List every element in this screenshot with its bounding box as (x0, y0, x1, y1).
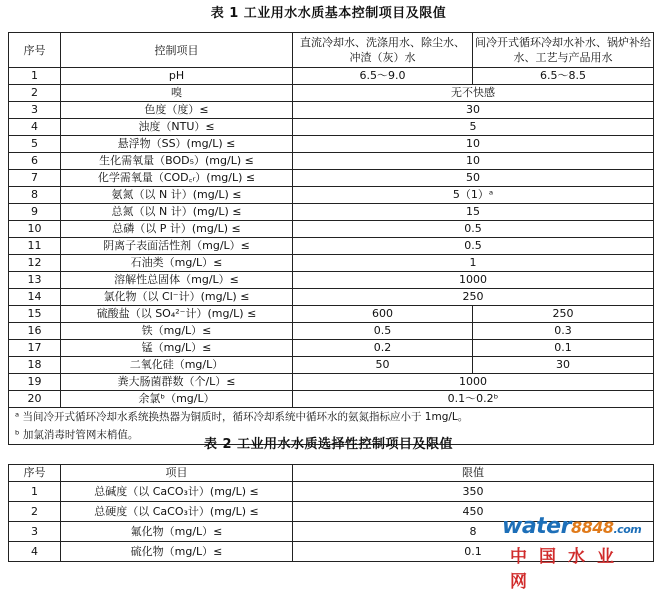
row-value: 0.5 (293, 221, 654, 238)
row-value: 10 (293, 136, 654, 153)
table-row (9, 323, 654, 340)
table2-header-row (9, 465, 654, 482)
row-item: 总碱度（以 CaCO₃计）(mg/L) ≤ (61, 482, 293, 502)
table-row (9, 255, 654, 272)
row-value: 0.1 (293, 542, 654, 562)
table1-title: 表 1 工业用水水质基本控制项目及限值 (210, 6, 447, 21)
row-value: 15 (293, 204, 654, 221)
row-number: 20 (9, 391, 61, 408)
row-number: 2 (9, 502, 61, 522)
row-value-col1: 6.5～9.0 (293, 68, 473, 85)
row-item: 生化需氧量（BOD₅）(mg/L) ≤ (61, 153, 293, 170)
row-value-col2: 250 (473, 306, 654, 323)
row-number: 10 (9, 221, 61, 238)
row-number: 4 (9, 542, 61, 562)
row-value: 1000 (293, 374, 654, 391)
table1-header-row (9, 33, 654, 68)
row-number: 19 (9, 374, 61, 391)
header-item: 项目 (61, 465, 293, 482)
table-row (9, 357, 654, 374)
table1 (8, 32, 654, 445)
row-item: 嗅 (61, 85, 293, 102)
row-number: 9 (9, 204, 61, 221)
watermark-line1: water8848.com (502, 514, 642, 539)
row-number: 13 (9, 272, 61, 289)
footnote: ᵃ 当间冷开式循环冷却水系统换热器为铜质时，循环冷却系统中循环水的氨氮指标应小于 1mg/L。 (9, 408, 654, 427)
row-item: 浊度（NTU）≤ (61, 119, 293, 136)
table-row (9, 204, 654, 221)
row-item: 锰（mg/L）≤ (61, 340, 293, 357)
row-item: 色度（度）≤ (61, 102, 293, 119)
row-number: 1 (9, 482, 61, 502)
row-item: 溶解性总固体（mg/L）≤ (61, 272, 293, 289)
row-number: 11 (9, 238, 61, 255)
row-number: 18 (9, 357, 61, 374)
row-number: 15 (9, 306, 61, 323)
row-number: 5 (9, 136, 61, 153)
row-number: 2 (9, 85, 61, 102)
header-no: 序号 (9, 465, 61, 482)
row-value-col2: 6.5～8.5 (473, 68, 654, 85)
table-row (9, 221, 654, 238)
row-item: 氟化物（mg/L）≤ (61, 522, 293, 542)
row-value-col1: 0.5 (293, 323, 473, 340)
row-value-col1: 50 (293, 357, 473, 374)
row-value: 1 (293, 255, 654, 272)
row-item: 硫酸盐（以 SO₄²⁻计）(mg/L) ≤ (61, 306, 293, 323)
row-value-col2: 0.3 (473, 323, 654, 340)
table-row (9, 136, 654, 153)
row-value: 0.1～0.2ᵇ (293, 391, 654, 408)
row-item: 二氧化硅（mg/L） (61, 357, 293, 374)
header-item: 控制项目 (61, 33, 293, 68)
table-row (9, 374, 654, 391)
row-value: 无不快感 (293, 85, 654, 102)
table-row (9, 170, 654, 187)
row-value: 250 (293, 289, 654, 306)
row-item: 粪大肠菌群数（个/L）≤ (61, 374, 293, 391)
row-value: 450 (293, 502, 654, 522)
row-item: 石油类（mg/L）≤ (61, 255, 293, 272)
footnote: ᵇ 加氯消毒时管网末梢值。 (9, 426, 654, 445)
table-row (9, 289, 654, 306)
table-row (9, 153, 654, 170)
row-number: 3 (9, 102, 61, 119)
watermark-logo (498, 514, 648, 592)
row-item: 铁（mg/L）≤ (61, 323, 293, 340)
row-item: 总磷（以 P 计）(mg/L) ≤ (61, 221, 293, 238)
row-number: 12 (9, 255, 61, 272)
table-row (9, 85, 654, 102)
row-number: 8 (9, 187, 61, 204)
row-item: 阴离子表面活性剂（mg/L）≤ (61, 238, 293, 255)
row-value: 5（1）ᵃ (293, 187, 654, 204)
row-number: 16 (9, 323, 61, 340)
row-item: 总氮（以 N 计）(mg/L) ≤ (61, 204, 293, 221)
row-number: 3 (9, 522, 61, 542)
table-row (9, 102, 654, 119)
row-number: 17 (9, 340, 61, 357)
row-number: 6 (9, 153, 61, 170)
watermark-line2: 中国水业网 (510, 547, 626, 592)
row-item: 氯化物（以 Cl⁻计）(mg/L) ≤ (61, 289, 293, 306)
header-no: 序号 (9, 33, 61, 68)
table2-title: 表 2 工业用水水质选择性控制项目及限值 (203, 437, 454, 452)
row-value: 5 (293, 119, 654, 136)
row-value: 0.5 (293, 238, 654, 255)
row-number: 4 (9, 119, 61, 136)
row-value: 8 (293, 522, 654, 542)
row-number: 14 (9, 289, 61, 306)
table-row (9, 68, 654, 85)
row-item: pH (61, 68, 293, 85)
row-item: 硫化物（mg/L）≤ (61, 542, 293, 562)
row-value: 350 (293, 482, 654, 502)
table-row (9, 482, 654, 502)
header-col2: 间冷开式循环冷却水补水、锅炉补给水、工艺与产品用水 (473, 33, 654, 68)
table-note-row (9, 408, 654, 427)
table-row (9, 391, 654, 408)
header-col1: 直流冷却水、洗涤用水、除尘水、冲渣（灰）水 (293, 33, 473, 68)
row-item: 化学需氧量（COD꜀ᵣ）(mg/L) ≤ (61, 170, 293, 187)
table-row (9, 119, 654, 136)
row-item: 余氯ᵇ（mg/L） (61, 391, 293, 408)
row-item: 悬浮物（SS）(mg/L) ≤ (61, 136, 293, 153)
header-limit: 限值 (293, 465, 654, 482)
row-value: 50 (293, 170, 654, 187)
row-number: 1 (9, 68, 61, 85)
row-value-col2: 0.1 (473, 340, 654, 357)
row-value-col1: 0.2 (293, 340, 473, 357)
table-row (9, 238, 654, 255)
table-row (9, 306, 654, 323)
row-value: 30 (293, 102, 654, 119)
table-row (9, 340, 654, 357)
row-value-col1: 600 (293, 306, 473, 323)
row-value: 10 (293, 153, 654, 170)
row-number: 7 (9, 170, 61, 187)
table-row (9, 272, 654, 289)
row-value: 1000 (293, 272, 654, 289)
table-row (9, 187, 654, 204)
row-item: 总硬度（以 CaCO₃计）(mg/L) ≤ (61, 502, 293, 522)
row-item: 氨氮（以 N 计）(mg/L) ≤ (61, 187, 293, 204)
row-value-col2: 30 (473, 357, 654, 374)
